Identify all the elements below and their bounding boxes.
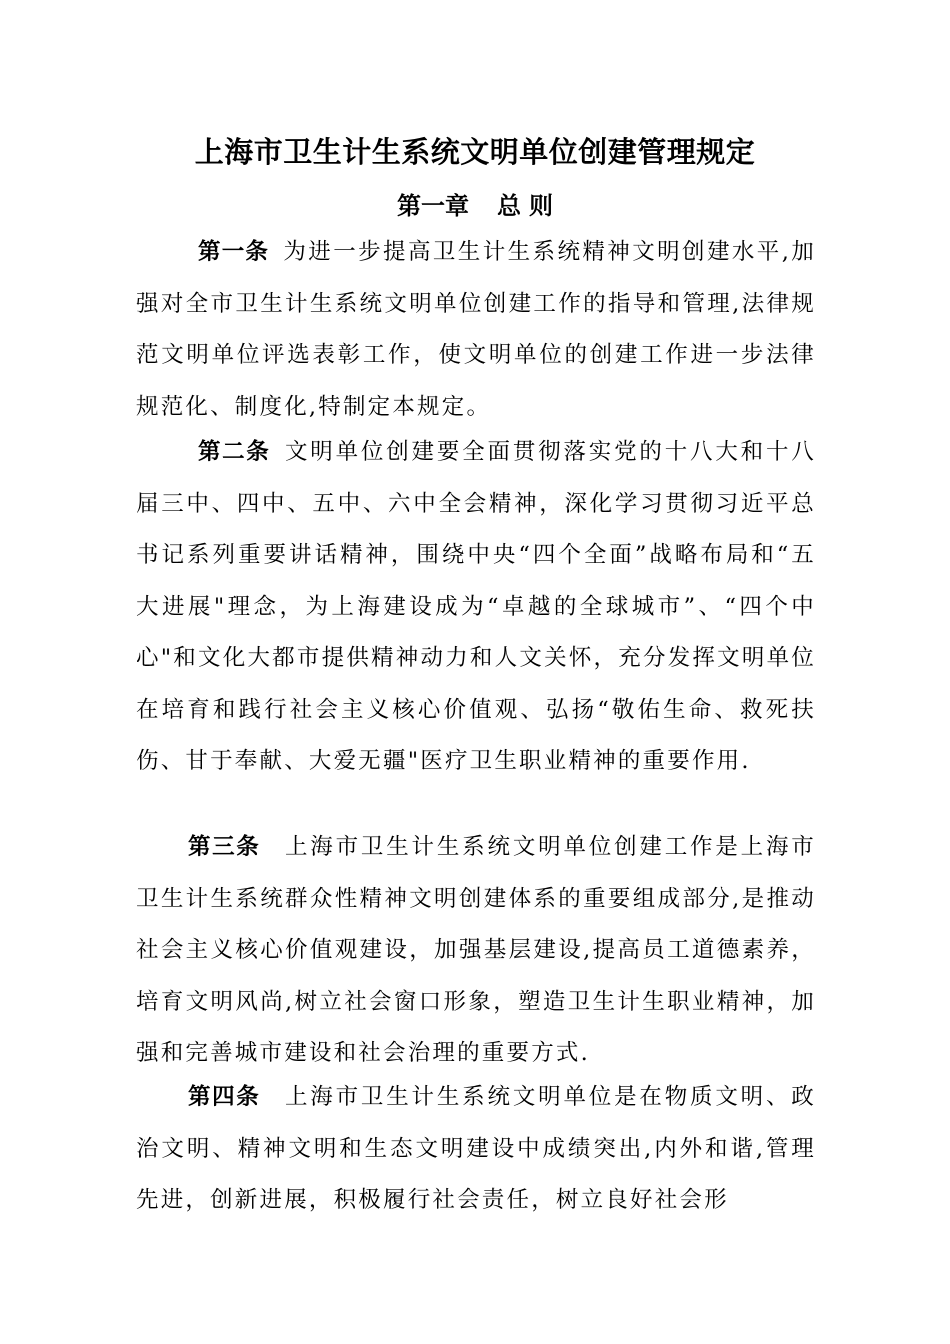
- article-text: 为进一步提高卫生计生系统精神文明创建水平,加强对全市卫生计生系统文明单位创建工作的指导和管理,法律规范文明单位评选表彰工作，使文明单位的创建工作进一步法律规范化、制度化,特制定本规定。: [136, 239, 816, 420]
- article-text: 文明单位创建要全面贯彻落实党的十八大和十八届三中、四中、五中、六中全会精神，深化学习贯彻习近平总书记系列重要讲话精神，围绕中央“四个全面”战略布局和“五大进展"理念，为上海建设成为“卓越的全球城市”、“四个中心"和文化大都市提供精神动力和人文关怀，充分发挥文明单位在培育和践行社会主义核心价值观、弘扬“敬佑生命、救死扶伤、甘于奉献、大爱无疆"医疗卫生职业精神的重要作用.: [136, 439, 816, 774]
- chapter-name-part2: 则: [529, 192, 553, 220]
- article-label: 第四条: [188, 1084, 261, 1110]
- article-4: [136, 1072, 816, 1227]
- article-label: 第二条: [198, 439, 271, 465]
- article-label: 第三条: [188, 834, 261, 860]
- article-text: 上海市卫生计生系统文明单位创建工作是上海市卫生计生系统群众性精神文明创建体系的重要组成部分,是推动社会主义核心价值观建设，加强基层建设,提高员工道德素养，培育文明风尚,树立社会窗口形象，塑造卫生计生职业精神，加强和完善城市建设和社会治理的重要方式.: [136, 834, 816, 1066]
- document-title: 上海市卫生计生系统文明单位创建管理规定: [194, 135, 756, 169]
- article-1: [136, 227, 816, 433]
- article-3: [136, 822, 816, 1080]
- chapter-heading: [0, 186, 950, 221]
- chapter-name-part1: 总: [497, 192, 521, 220]
- article-label: 第一条: [198, 239, 270, 265]
- chapter-number: 第一章: [397, 192, 469, 220]
- article-2: [136, 427, 816, 788]
- article-text: 上海市卫生计生系统文明单位是在物质文明、政治文明、精神文明和生态文明建设中成绩突出,内外和谐,管理先进，创新进展，积极履行社会责任，树立良好社会形: [136, 1084, 816, 1213]
